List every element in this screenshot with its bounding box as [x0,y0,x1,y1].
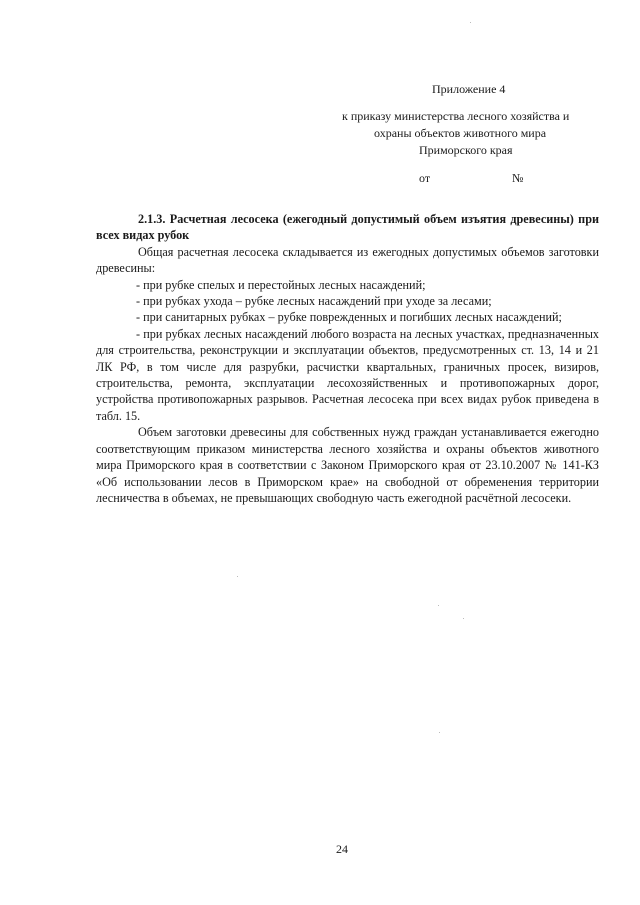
order-reference-line-3: Приморского края [419,143,513,157]
list-item: - при рубках лесных насаждений любого возраста на лесных участках, предназначенных для строительства, реконструкции и эксплуатации объектов, предусмотренных ст. 13, 14 и 21 ЛК РФ, в том числе для разрубки, расчистки квартальных, граничных просек, визиров, строительства, ремонта, эксплуатации лесохозяйственных и противопожарных дорог, устройства противопожарных разрывов. Расчетная лесосека при всех видах рубок приведена в табл. 15. [96,326,599,423]
list-item: - при рубке спелых и перестойных лесных насаждений; [136,277,426,292]
appendix-label: Приложение 4 [432,82,506,96]
order-reference-line-1: к приказу министерства лесного хозяйства и [342,109,570,123]
list-item: - при санитарных рубках – рубке поврежденных и погибших лесных насаждений; [136,310,562,325]
scan-speck [463,618,464,619]
section-body [96,211,599,506]
scan-speck [438,605,439,606]
list-item: - при рубках ухода – рубке лесных насаждений при уходе за лесами; [136,294,492,309]
order-date-label: от [419,171,431,185]
section-number: 2.1.3. [138,212,166,226]
order-number-label: № [512,171,524,185]
scan-speck [237,576,238,577]
section-title: Расчетная лесосека (ежегодный допустимый объем изъятия древесины) при всех видах рубок [96,212,600,243]
order-reference-line-2: охраны объектов животного мира [374,126,547,140]
page-number: 24 [336,842,348,856]
section-intro: Общая расчетная лесосека складывается из ежегодных допустимых объемов заготовки древесины: [96,244,599,276]
closing-paragraph: Объем заготовки древесины для собственных нужд граждан устанавливается ежегодно соответствующим приказом министерства лесного хозяйства и охраны объектов животного мира Приморского края в соответствии с Законом Приморского края от 23.10.2007 № 141-КЗ «Об использовании лесов в Приморском крае» на свободной от обременения территории лесничества в объемах, не превышающих свободную часть ежегодной расчётной лесосеки. [96,425,599,505]
scan-speck [439,732,440,733]
scan-speck [470,22,471,23]
section-heading [96,211,599,244]
